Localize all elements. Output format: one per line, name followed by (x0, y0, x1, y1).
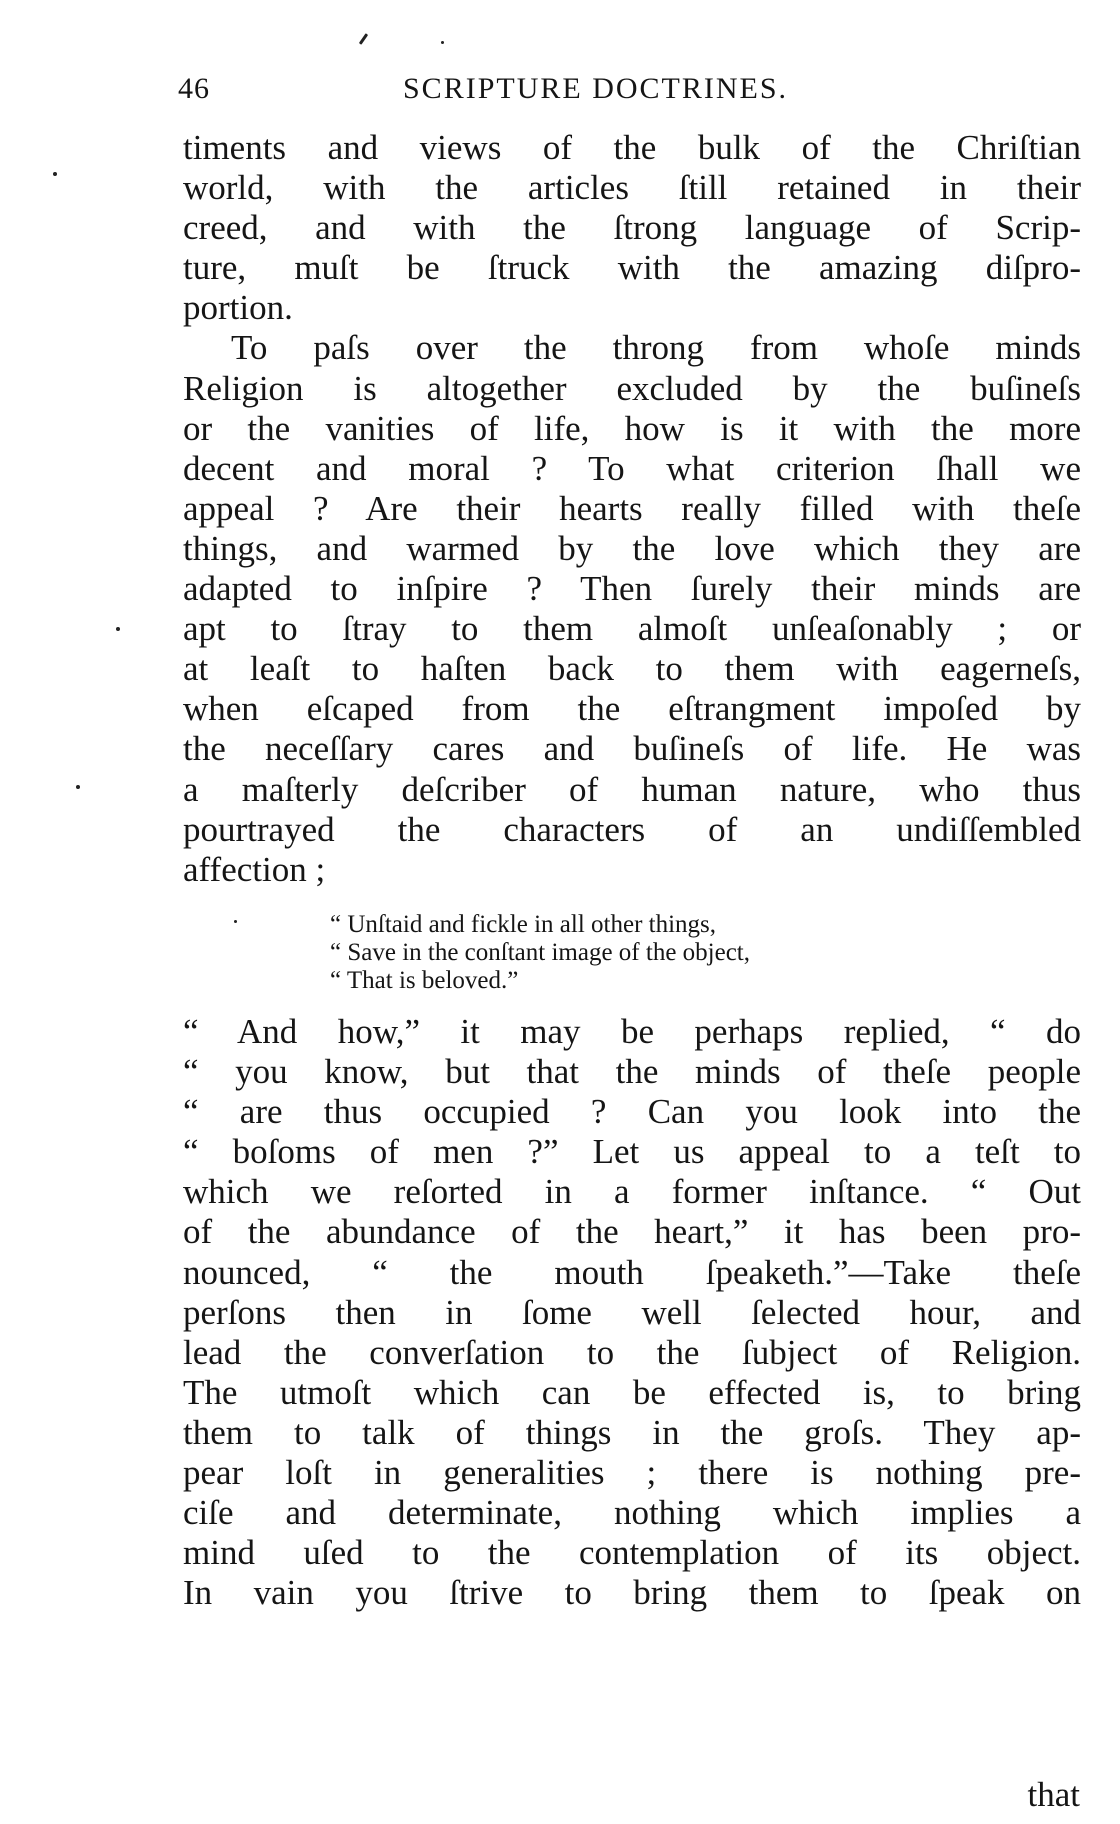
running-head-title: SCRIPTURE DOCTRINES. (403, 72, 789, 105)
ink-speck (53, 172, 57, 176)
ink-speck (116, 627, 120, 631)
quote-line: “ Save in the conſtant image of the object, (330, 939, 750, 966)
text-line: pourtrayed the characters of an undiſſembled (183, 809, 1081, 849)
text-line: To paſs over the throng from whoſe minds (231, 328, 1081, 368)
verse-quotation (330, 911, 750, 995)
text-line: portion. (183, 288, 293, 328)
text-line: creed, and with the ſtrong language of Scrip- (183, 208, 1081, 248)
text-line: mind uſed to the contemplation of its object. (183, 1533, 1081, 1573)
text-line: nounced, “ the mouth ſpeaketh.”—Take theſe (183, 1252, 1081, 1292)
text-line: lead the converſation to the ſubject of Religion. (183, 1332, 1081, 1372)
page-number: 46 (178, 72, 210, 105)
text-line: or the vanities of life, how is it with the more (183, 408, 1081, 448)
text-line: when eſcaped from the eſtrangment impoſed by (183, 689, 1081, 729)
ink-speck (359, 33, 368, 45)
text-line: affection ; (183, 849, 326, 889)
text-line: ciſe and determinate, nothing which implies a (183, 1493, 1081, 1533)
catchword: that (1027, 1775, 1080, 1814)
text-line: “ boſoms of men ?” Let us appeal to a teſt to (183, 1132, 1081, 1172)
text-line: world, with the articles ſtill retained in their (183, 168, 1081, 208)
body-text-lower (183, 1012, 1081, 1613)
quote-line: “ That is beloved.” (330, 967, 519, 994)
text-line: apt to ſtray to them almoſt unſeaſonably ; or (183, 609, 1081, 649)
ink-speck (234, 920, 237, 923)
running-head (178, 72, 968, 112)
text-line: timents and views of the bulk of the Chriſtian (183, 128, 1081, 167)
text-line: things, and warmed by the love which they are (183, 528, 1081, 568)
quote-line: “ Unſtaid and fickle in all other things, (330, 911, 717, 938)
text-line: The utmoſt which can be effected is, to bring (183, 1372, 1081, 1412)
text-line: of the abundance of the heart,” it has been pro- (183, 1212, 1081, 1252)
text-line: perſons then in ſome well ſelected hour, and (183, 1292, 1081, 1332)
text-line: at leaſt to haſten back to them with eagerneſs, (183, 649, 1081, 689)
text-line: pear loſt in generalities ; there is nothing pre- (183, 1453, 1081, 1493)
text-line: “ you know, but that the minds of theſe people (183, 1052, 1081, 1092)
text-line: them to talk of things in the groſs. They ap- (183, 1412, 1081, 1452)
text-line: ture, muſt be ſtruck with the amazing diſpro- (183, 248, 1081, 288)
text-line: which we reſorted in a former inſtance. “ Out (183, 1172, 1081, 1212)
text-line: decent and moral ? To what criterion ſhall we (183, 448, 1081, 488)
ink-speck (441, 41, 444, 44)
text-line: “ are thus occupied ? Can you look into the (183, 1092, 1081, 1132)
text-line: the neceſſary cares and buſineſs of life. He was (183, 729, 1081, 769)
body-text-upper (183, 128, 1081, 890)
text-line: a maſterly deſcriber of human nature, who thus (183, 769, 1081, 809)
text-line: appeal ? Are their hearts really filled with theſe (183, 488, 1081, 528)
text-line: In vain you ſtrive to bring them to ſpeak on (183, 1573, 1081, 1613)
text-line: adapted to inſpire ? Then ſurely their minds are (183, 569, 1081, 609)
text-line: Religion is altogether excluded by the buſineſs (183, 368, 1081, 408)
ink-speck (76, 785, 80, 789)
text-line: “ And how,” it may be perhaps replied, “ do (183, 1012, 1081, 1051)
